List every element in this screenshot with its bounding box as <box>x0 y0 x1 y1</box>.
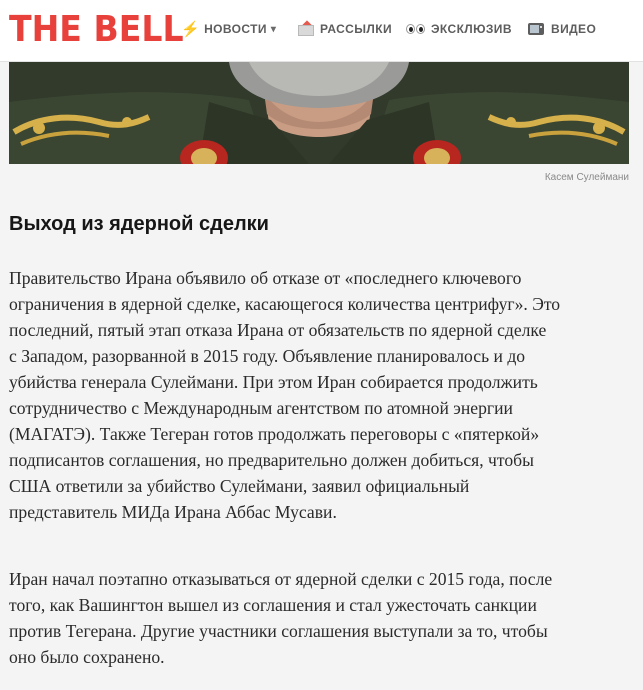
nav-item-video[interactable] <box>528 0 596 58</box>
paragraph-line: (МАГАТЭ). Также Тегеран готов продолжать переговоры с «пятеркой» <box>9 424 540 444</box>
nav-item-label: ЭКСКЛЮЗИВ <box>431 22 512 36</box>
paragraph-line: того, как Вашингтон вышел из соглашения и стал ужесточать санкции <box>9 595 537 615</box>
article-photo <box>9 62 629 164</box>
nav-item-exclusive[interactable] <box>406 0 512 58</box>
photo-caption: Касем Сулеймани <box>544 172 629 183</box>
site-logo[interactable]: THE BELL <box>9 9 184 50</box>
paragraph-line: представитель МИДа Ирана Аббас Мусави. <box>9 502 337 522</box>
article-paragraph <box>9 566 639 670</box>
paragraph-line: последний, пятый этап отказа Ирана от обязательств по ядерной сделке <box>9 320 547 340</box>
paragraph-line: США ответили за убийство Сулеймани, заявил официальный <box>9 476 470 496</box>
paragraph-line: оно было сохранено. <box>9 647 165 667</box>
chevron-down-icon: ▾ <box>270 23 277 35</box>
section-title: Выход из ядерной сделки <box>9 213 269 235</box>
paragraph-line: ограничения в ядерной сделке, касающегося количества центрифуг». Это <box>9 294 561 314</box>
paragraph-line: сотрудничество с Международным агентством по атомной энергии <box>9 398 513 418</box>
article-paragraph <box>9 265 639 525</box>
paragraph-line: Правительство Ирана объявило об отказе от «последнего ключевого <box>9 268 522 288</box>
paragraph-line: с Западом, разорванной в 2015 году. Объявление планировалось и до <box>9 346 526 366</box>
nav-item-label: РАССЫЛКИ <box>320 22 392 36</box>
site-header <box>0 0 643 62</box>
paragraph-line: Иран начал поэтапно отказываться от ядерной сделки с 2015 года, после <box>9 569 553 589</box>
tv-icon <box>528 22 545 36</box>
lightning-icon: ⚡ <box>181 21 201 38</box>
envelope-icon <box>298 22 315 36</box>
nav-item-label: НОВОСТИ <box>204 22 267 36</box>
nav-item-news[interactable] <box>181 0 276 58</box>
paragraph-line: против Тегерана. Другие участники соглашения выступали за то, чтобы <box>9 621 548 641</box>
nav-item-label: ВИДЕО <box>551 22 597 36</box>
paragraph-line: убийства генерала Сулеймани. При этом Иран собирается продолжить <box>9 372 538 392</box>
nav-item-newsletters[interactable] <box>298 0 392 58</box>
paragraph-line: подписантов соглашения, но предварительно должен добиться, чтобы <box>9 450 534 470</box>
eyes-icon <box>406 23 426 35</box>
